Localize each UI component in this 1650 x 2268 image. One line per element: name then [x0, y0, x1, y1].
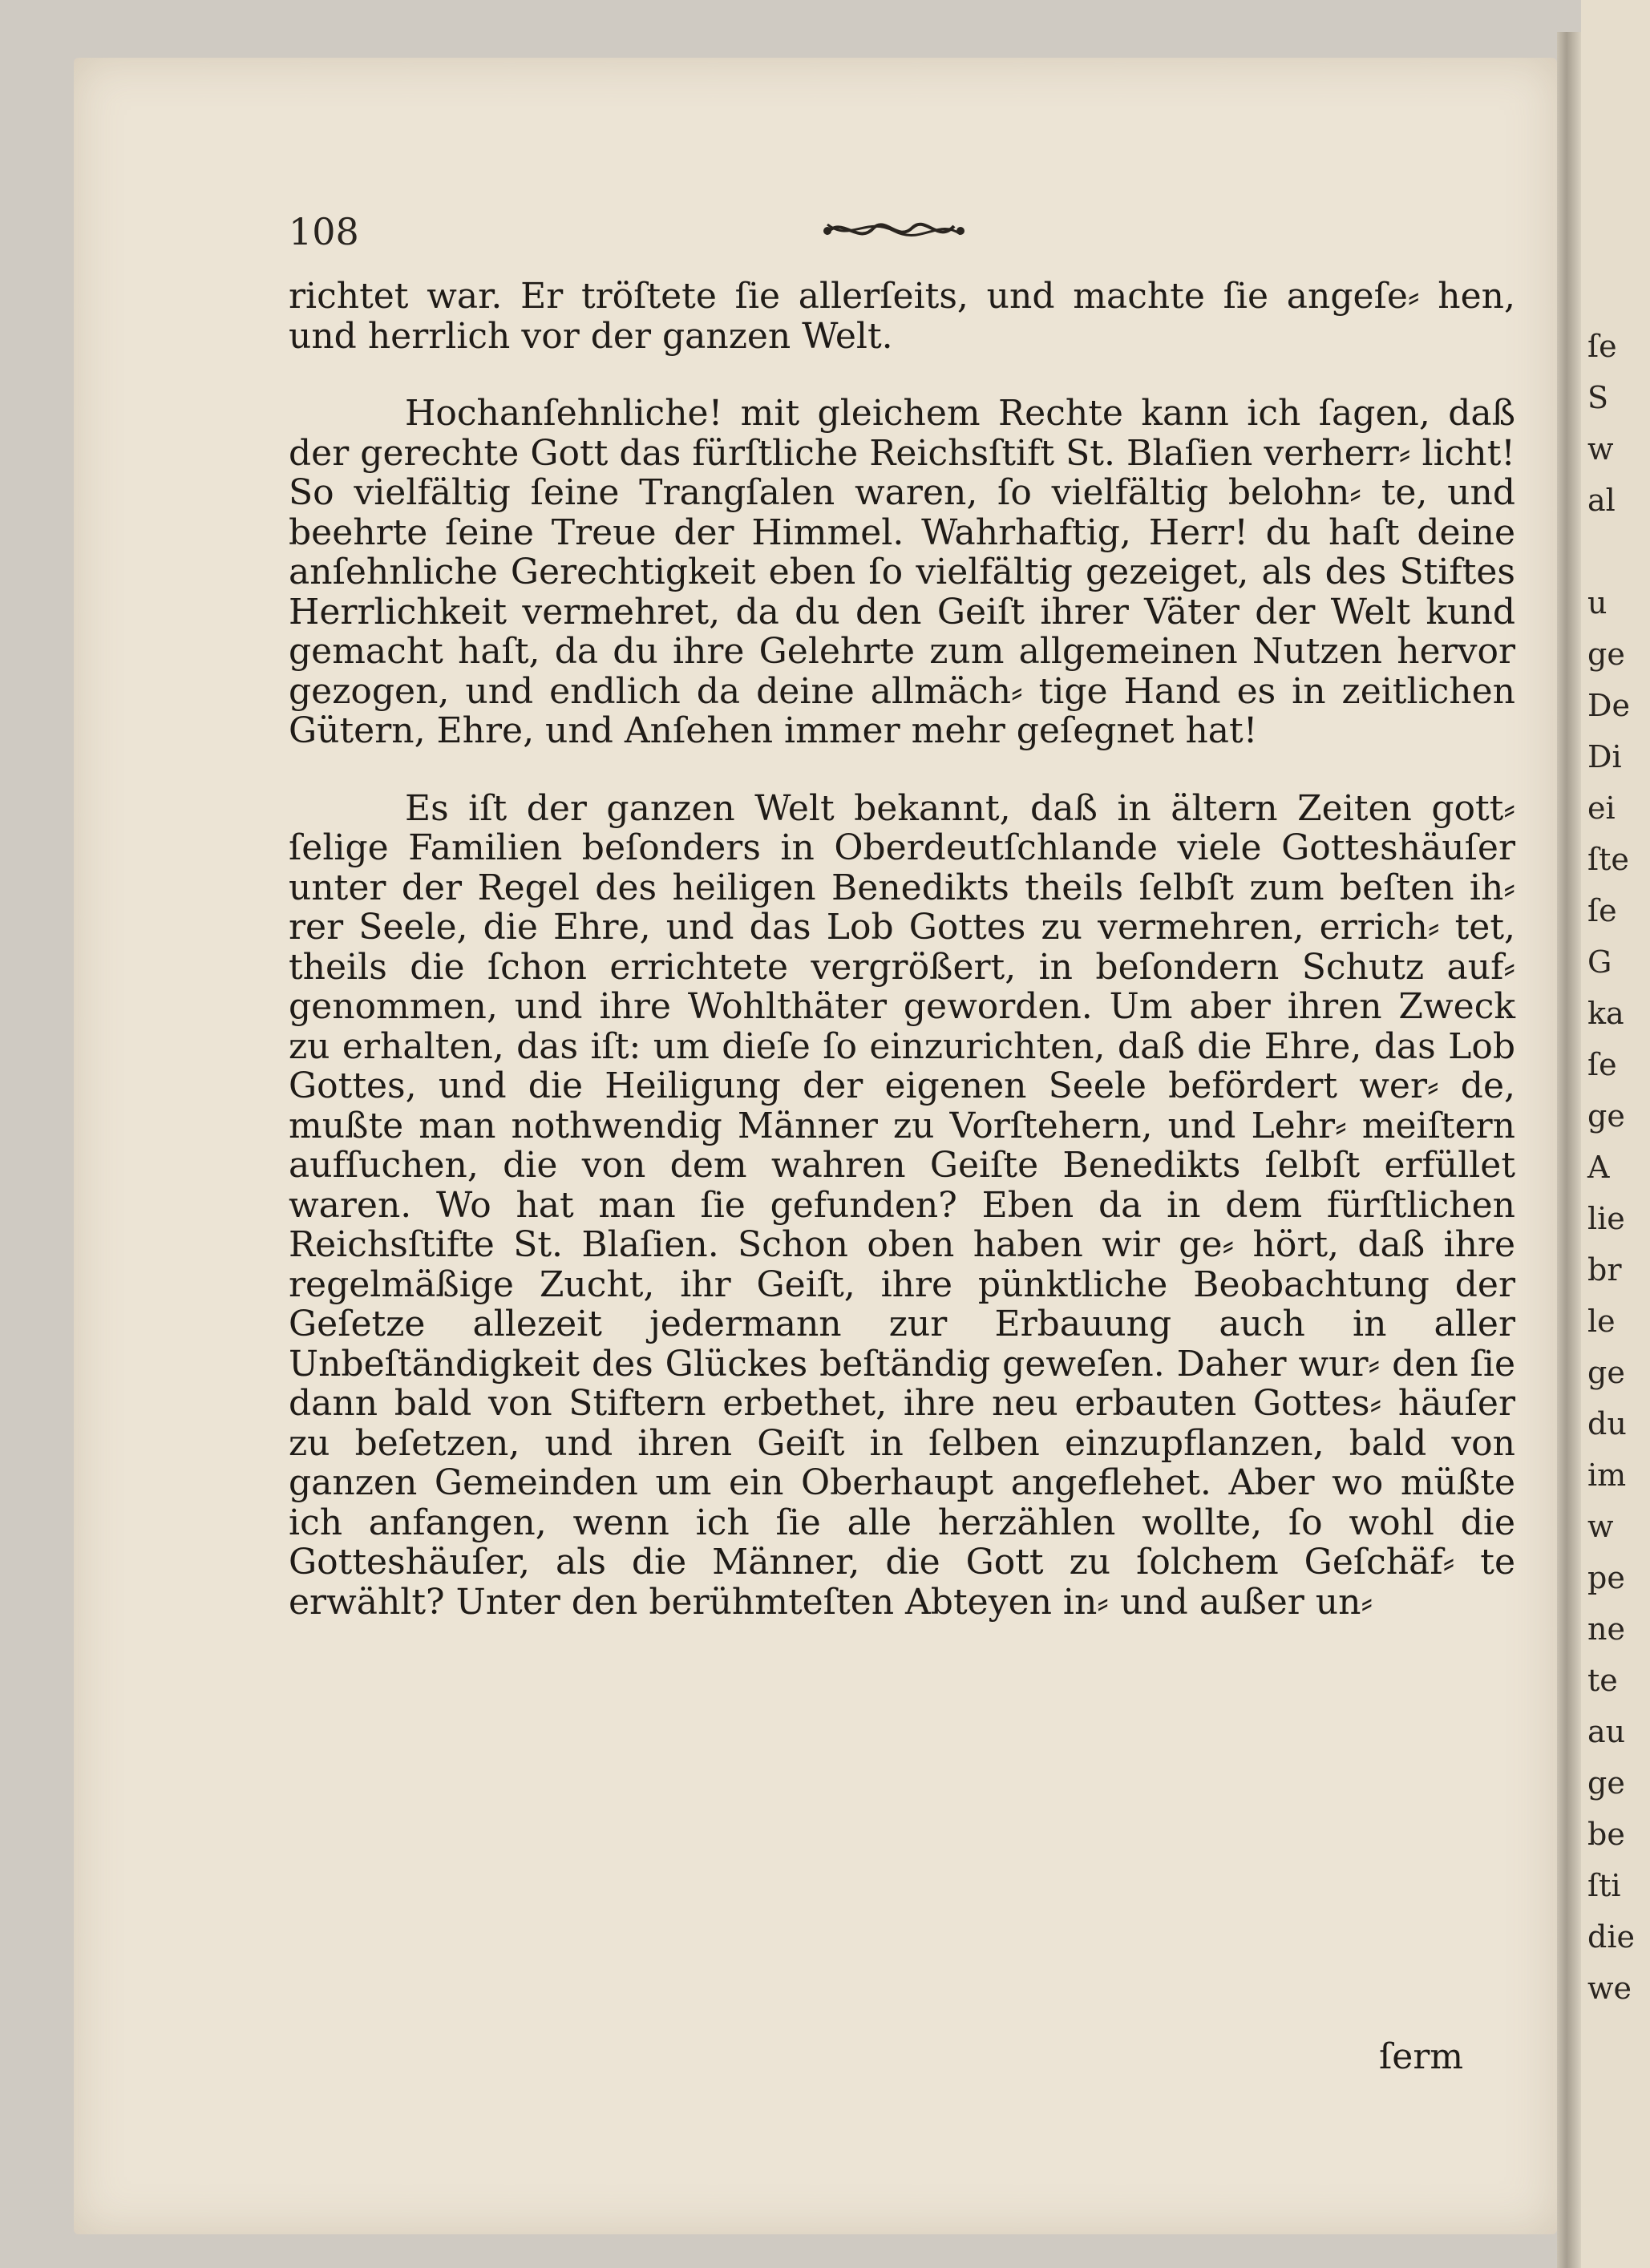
adjacent-page-fragment: le [1587, 1304, 1616, 1339]
paragraph: Hochanſehnliche! mit gleichem Rechte kann ich ſagen, daß der gerechte Gott das fürſtliche Reichsſtift St. Blaſien verherr⸗ licht! So vielfältig ſeine Trangſalen waren, ſo vielfältig belohn⸗ te, und beehrte ſeine Treue der Himmel. Wahrhaftig, Herr! du haſt deine anſehnliche Gerechtigkeit eben ſo vielfältig gezeiget, als des Stiftes Herrlichkeit vermehret, da du den Geiſt ihrer Väter der Welt kund gemacht haſt, da du ihre Gelehrte zum allgemeinen Nutzen hervor gezogen, und endlich da deine allmäch⸗ tige Hand es in zeitlichen Gütern, Ehre, und Anſehen immer mehr geſegnet hat! [289, 393, 1515, 751]
adjacent-page-fragment: ge [1587, 1098, 1625, 1134]
adjacent-page-edge [1581, 0, 1650, 2268]
adjacent-page-fragment: al [1587, 483, 1616, 518]
adjacent-page-fragment: ſe [1587, 893, 1617, 928]
adjacent-page-fragment: u [1587, 585, 1608, 621]
adjacent-page-fragment: ge [1587, 1765, 1625, 1801]
adjacent-page-fragment: ſte [1587, 842, 1629, 877]
adjacent-page-fragment: ſe [1587, 1047, 1617, 1082]
adjacent-page-fragment: pe [1587, 1560, 1625, 1595]
paragraph: richtet war. Er tröſtete ſie allerſeits, und machte ſie angeſe⸗ hen, und herrlich vor der ganzen Welt. [289, 276, 1515, 357]
adjacent-page-fragment: A [1587, 1150, 1610, 1185]
adjacent-page-fragment: au [1587, 1714, 1626, 1749]
adjacent-page-fragment: De [1587, 688, 1630, 723]
adjacent-page-fragment: G [1587, 944, 1612, 980]
adjacent-page-fragment: w [1587, 431, 1614, 467]
header-ornament-icon [818, 210, 970, 249]
adjacent-page-fragment: ei [1587, 790, 1616, 826]
adjacent-page-fragment: we [1587, 1971, 1632, 2006]
book-gutter [1557, 32, 1581, 2268]
adjacent-page-fragment: die [1587, 1919, 1635, 1955]
adjacent-page-fragment: br [1587, 1252, 1622, 1288]
catchword: ſerm [1379, 2036, 1464, 2077]
adjacent-page-fragment: im [1587, 1457, 1627, 1493]
adjacent-page-fragment: S [1587, 380, 1609, 415]
adjacent-page-fragment: lie [1587, 1201, 1625, 1236]
adjacent-page-fragment: be [1587, 1817, 1625, 1852]
adjacent-page-fragment: ge [1587, 637, 1625, 672]
adjacent-page-fragment: ne [1587, 1611, 1625, 1647]
adjacent-page-fragment: Di [1587, 739, 1622, 774]
adjacent-page-fragments [1581, 321, 1650, 2014]
adjacent-page-fragment: ka [1587, 996, 1624, 1031]
body-text [289, 277, 1515, 1622]
adjacent-page-fragment: w [1587, 1509, 1614, 1544]
page-number: 108 [289, 210, 359, 253]
adjacent-page-fragment [1581, 526, 1650, 577]
adjacent-page-fragment: du [1587, 1406, 1627, 1441]
adjacent-page-fragment: te [1587, 1663, 1618, 1698]
adjacent-page-fragment: ſe [1587, 329, 1617, 364]
adjacent-page-fragment: ge [1587, 1355, 1625, 1390]
adjacent-page-fragment: ſti [1587, 1868, 1621, 1903]
paragraph: Es iſt der ganzen Welt bekannt, daß in ältern Zeiten gott⸗ ſelige Familien beſonders in Oberdeutſchlande viele Gotteshäuſer unter der Regel des heiligen Benedikts theils ſelbſt zum beſten ih⸗ rer Seele, die Ehre, und das Lob Gottes zu vermehren, errich⸗ tet, theils die ſchon errichtete vergrößert, in beſondern Schutz auf⸗ genommen, und ihre Wohlthäter geworden. Um aber ihren Zweck zu erhalten, das iſt: um dieſe ſo einzurichten, daß die Ehre, das Lob Gottes, und die Heiligung der eigenen Seele befördert wer⸗ de, mußte man nothwendig Männer zu Vorſtehern, und Lehr⸗ meiſtern aufſuchen, die von dem wahren Geiſte Benedikts ſelbſt erfüllet waren. Wo hat man ſie gefunden? Eben da in dem fürſtlichen Reichsſtifte St. Blaſien. Schon oben haben wir ge⸗ hört, daß ihre regelmäßige Zucht, ihr Geiſt, ihre pünktliche Beobachtung der Geſetze allezeit jedermann zur Erbauung auch in aller Unbeſtändigkeit des Glückes beſtändig geweſen. Daher wur⸗ den ſie dann bald von Stiftern erbethet, ihre neu erbauten Gottes⸗ häuſer zu beſetzen, und ihren Geiſt in ſelben einzupflanzen, bald von ganzen Gemeinden um ein Oberhaupt angeflehet. Aber wo müßte ich anfangen, wenn ich ſie alle herzählen wollte, ſo wohl die Gotteshäuſer, als die Männer, die Gott zu ſolchem Geſchäf⸗ te erwählt? Unter den berühmteſten Abteyen in⸗ und außer un⸗ [289, 787, 1515, 1623]
